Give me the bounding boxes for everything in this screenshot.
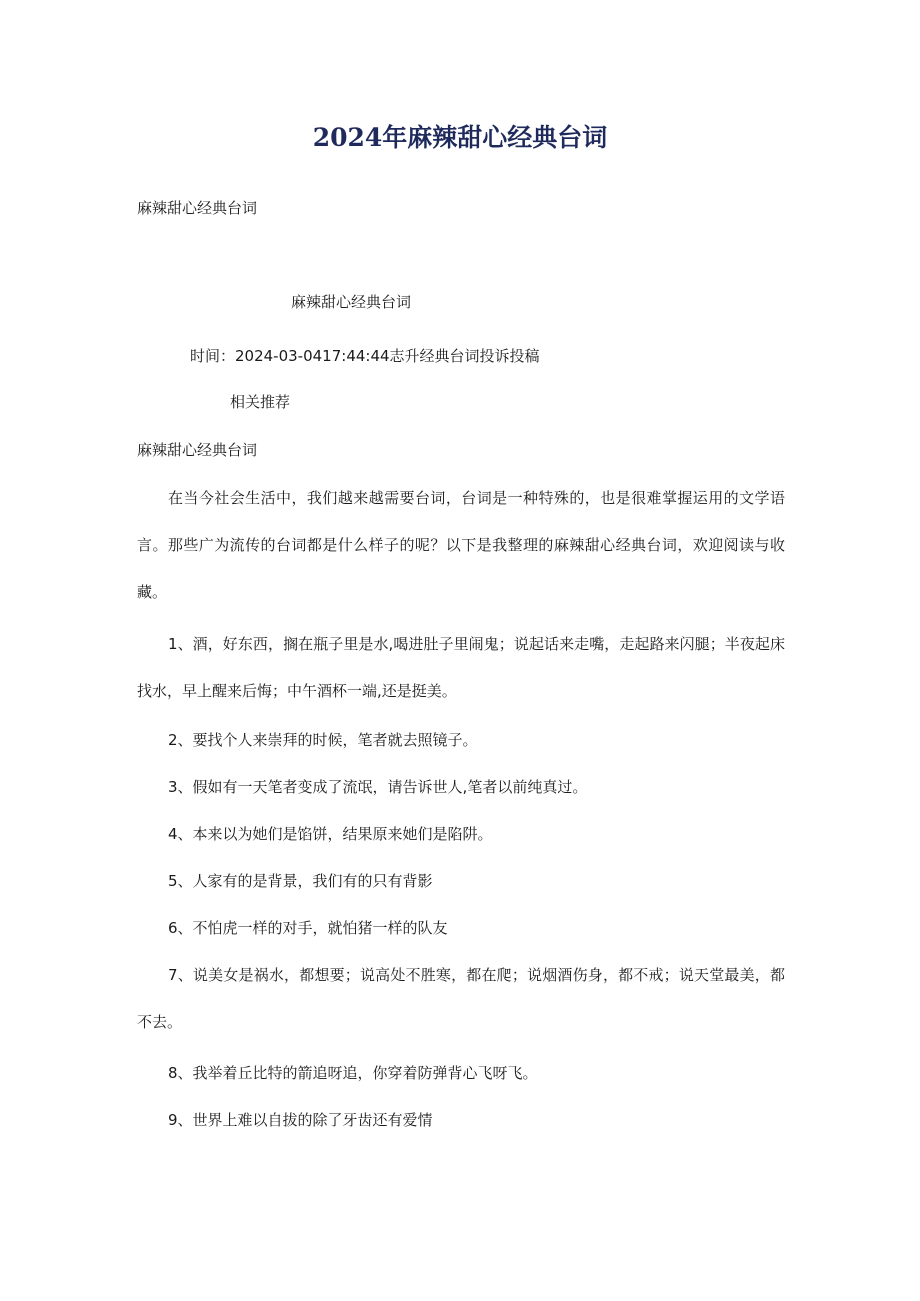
list-item: 5、人家有的是背景，我们有的只有背影 bbox=[168, 872, 433, 890]
center-heading: 麻辣甜心经典台词 bbox=[291, 293, 412, 311]
document-title: 2024年麻辣甜心经典台词 bbox=[312, 123, 608, 152]
list-item: 6、不怕虎一样的对手，就怕猪一样的队友 bbox=[168, 919, 448, 937]
subtitle: 麻辣甜心经典台词 bbox=[137, 199, 258, 217]
meta-line: 时间：2024-03-0417:44:44志升经典台词投诉投稿 bbox=[190, 347, 540, 365]
related-recommend-label: 相关推荐 bbox=[230, 393, 291, 411]
list-item: 2、要找个人来崇拜的时候，笔者就去照镜子。 bbox=[168, 731, 478, 749]
list-item: 8、我举着丘比特的箭追呀追，你穿着防弹背心飞呀飞。 bbox=[168, 1064, 538, 1082]
list-item: 1、酒，好东西，搁在瓶子里是水,喝进肚子里闹鬼；说起话来走嘴，走起路来闪腿；半夜起床找水，早上醒来后悔；中午酒杯一端,还是挺美。 bbox=[137, 635, 785, 700]
list-item: 7、说美女是祸水，都想要；说高处不胜寒，都在爬；说烟酒伤身，都不戒；说天堂最美，都不去。 bbox=[137, 966, 785, 1031]
section-heading: 麻辣甜心经典台词 bbox=[137, 441, 258, 459]
list-item: 9、世界上难以自拔的除了牙齿还有爱情 bbox=[168, 1111, 433, 1129]
list-item: 3、假如有一天笔者变成了流氓，请告诉世人,笔者以前纯真过。 bbox=[168, 778, 588, 796]
list-item: 4、本来以为她们是馅饼，结果原来她们是陷阱。 bbox=[168, 825, 493, 843]
intro-paragraph: 在当今社会生活中，我们越来越需要台词，台词是一种特殊的，也是很难掌握运用的文学语言。那些广为流传的台词都是什么样子的呢？以下是我整理的麻辣甜心经典台词，欢迎阅读与收藏。 bbox=[137, 489, 785, 601]
